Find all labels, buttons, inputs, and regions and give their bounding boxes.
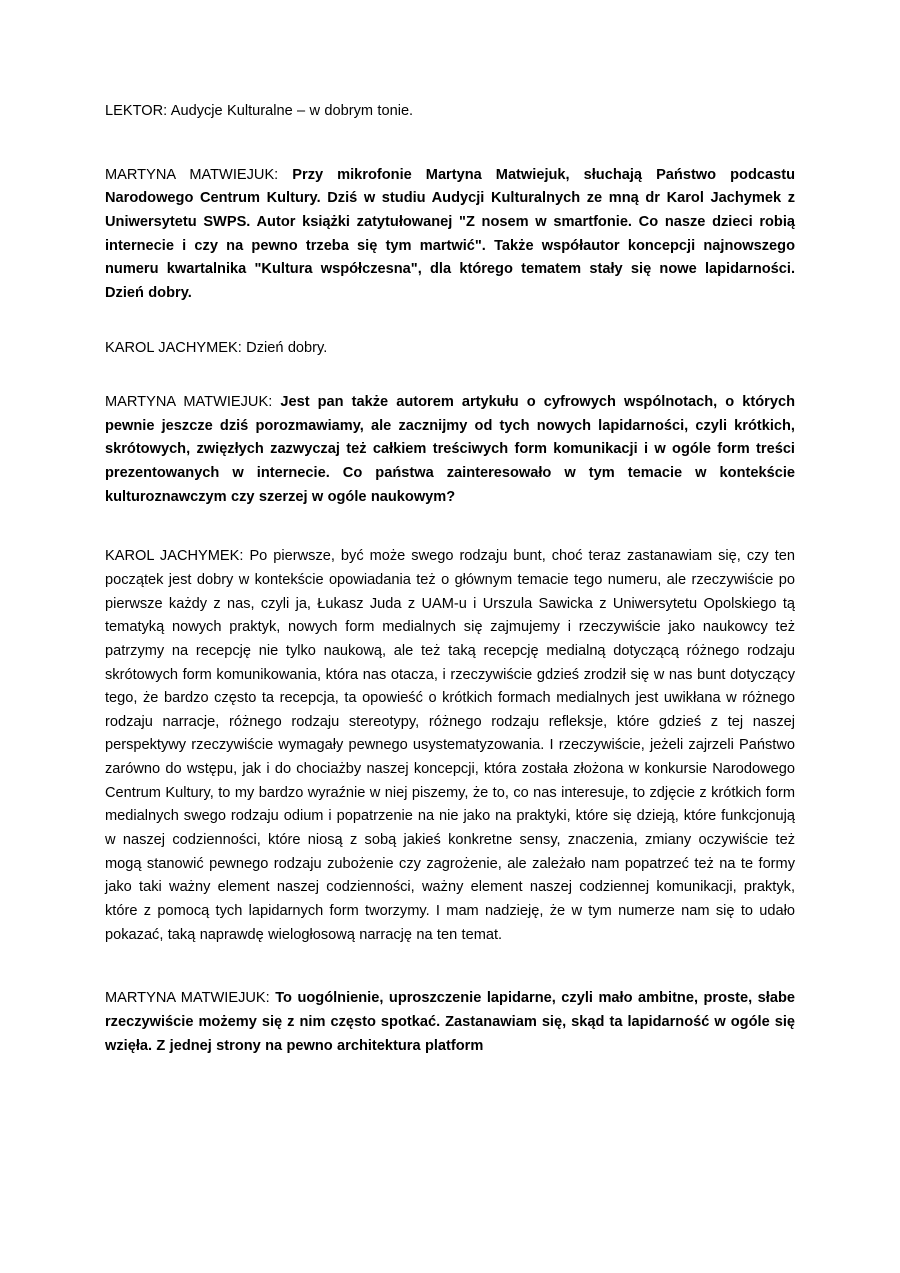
speaker-label: MARTYNA MATWIEJUK: <box>105 990 270 1007</box>
speaker-label: MARTYNA MATWIEJUK: <box>105 394 273 411</box>
paragraph-question-1 <box>105 391 795 509</box>
paragraph-intro <box>105 164 795 306</box>
paragraph-text: Jest pan także autorem artykułu o cyfrowych wspólnotach, o których pewnie jeszcze dziś porozmawiamy, ale zacznijmy od tych nowych lapidarności, czyli krótkich, skrótowych, zwięzłych zazwyczaj też całkiem treściwych form komunikacji i w ogóle form treści prezentowanych w internecie. Co państwa zainteresowało w tym temacie w kontekście kulturoznawczym czy szerzej w ogóle naukowym? <box>105 394 795 505</box>
paragraph-lektor <box>105 100 795 124</box>
paragraph-question-2 <box>105 987 795 1058</box>
paragraph-answer-1 <box>105 545 795 947</box>
speaker-label: KAROL JACHYMEK: <box>105 548 244 565</box>
paragraph-text: Po pierwsze, być może swego rodzaju bunt, choć teraz zastanawiam się, czy ten początek jest dobry w kontekście opowiadania też o głównym temacie tego numeru, ale rzeczywiście po pierwsze każdy z nas, czyli ja, Łukasz Juda z UAM-u i Urszula Sawicka z Uniwersytetu Opolskiego tą tematyką nowych praktyk, nowych form medialnych się zajmujemy i rzeczywiście jako naukowcy też patrzymy na recepcję nie tylko naukową, ale też taką recepcję medialną dotyczącą różnego rodzaju skrótowych form komunikowania, która nas otacza, i rzeczywiście gdzieś zrodził się w nas bunt dotyczący tego, że bardzo często ta recepcja, ta opowieść o krótkich formach medialnych jest uwikłana w różnego rodzaju narracje, różnego rodzaju stereotypy, różnego rodzaju refleksje, które gdzieś z tej naszej perspektywy rzeczywiście wymagały pewnego usystematyzowania. I rzeczywiście, jeżeli zajrzeli Państwo zarówno do wstępu, jak i do chociażby naszej koncepcji, która została złożona w konkursie Narodowego Centrum Kultury, to my bardzo wyraźnie w niej piszemy, że to, co nas interesuje, to zdjęcie z krótkich form medialnych swego rodzaju odium i popatrzenie na nie jako na praktyki, które się dzieją, które funkcjonują w naszej codzienności, które niosą z sobą jakieś konkretne sensy, znaczenia, zmiany oczywiście też mogą stanowić pewnego rodzaju zubożenie czy zagrożenie, ale zależało nam popatrzeć też na te formy jako taki ważny element naszej codzienności, ważny element naszej codziennej komunikacji, praktyk, które z pomocą tych lapidarnych form tworzymy. I mam nadzieję, że w tym numerze nam się to udało pokazać, taką naprawdę wielogłosową narrację na ten temat. <box>105 548 795 943</box>
paragraph-text: Dzień dobry. <box>241 340 328 357</box>
speaker-label: KAROL JACHYMEK: <box>105 340 242 357</box>
paragraph-text: Przy mikrofonie Martyna Matwiejuk, słuchają Państwo podcastu Narodowego Centrum Kultury. Dziś w studiu Audycji Kulturalnych ze mną dr Karol Jachymek z Uniwersytetu SWPS. Autor książki zatytułowanej "Z nosem w smartfonie. Co nasze dzieci robią internecie i czy na pewno trzeba się tym martwić". Także współautor koncepcji najnowszego numeru kwartalnika "Kultura współczesna", dla którego tematem stały się nowe lapidarności. Dzień dobry. <box>105 166 795 301</box>
paragraph-text: Audycje Kulturalne – w dobrym tonie. <box>167 103 414 119</box>
paragraph-greeting <box>105 337 795 361</box>
paragraph-text: To uogólnienie, uproszczenie lapidarne, czyli mało ambitne, proste, słabe rzeczywiście możemy się z nim często spotkać. Zastanawiam się, skąd ta lapidarność w ogóle się wzięła. Z jednej strony na pewno architektura platform <box>105 990 795 1054</box>
speaker-label: MARTYNA MATWIEJUK: <box>105 166 279 183</box>
transcript-body <box>105 100 795 1058</box>
speaker-label: LEKTOR: <box>105 103 168 119</box>
